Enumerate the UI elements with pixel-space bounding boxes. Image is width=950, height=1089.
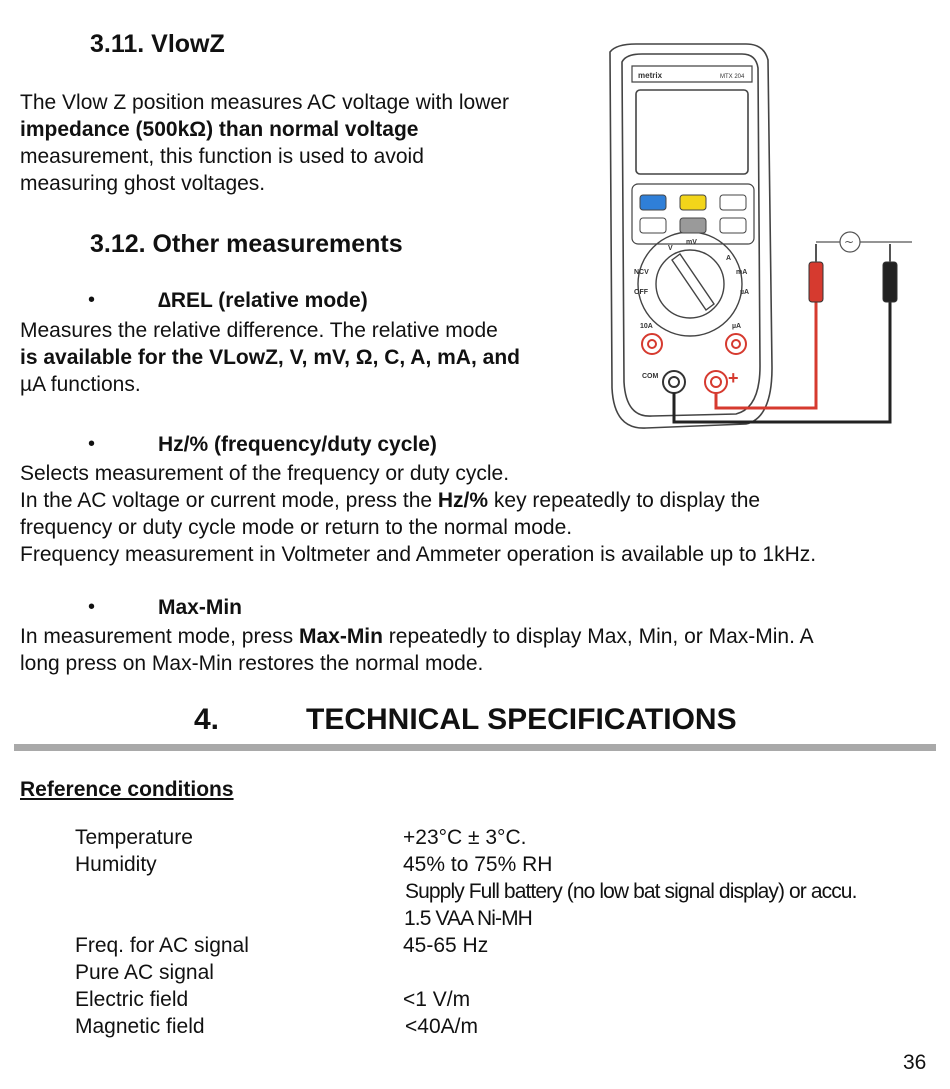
meter-button-yellow <box>680 195 706 210</box>
section-rule <box>14 744 936 751</box>
hz-title: Hz/% (frequency/duty cycle) <box>158 433 437 456</box>
ac-symbol: ~ <box>844 235 855 249</box>
meter-button-white-2 <box>640 218 666 233</box>
terminal-plus-core <box>711 377 721 387</box>
maxmin-line-2: long press on Max-Min restores the normal mode. <box>20 652 484 675</box>
reference-title: Reference conditions <box>20 778 234 801</box>
terminal-plus-label: + <box>728 368 739 388</box>
hz-key: Hz/% <box>437 489 489 512</box>
terminal-plus-icon <box>705 371 727 393</box>
page-number: 36 <box>903 1051 927 1074</box>
black-probe-icon <box>883 262 897 302</box>
section-3-11-line-2: impedance (500kΩ) than normal voltage <box>20 118 419 141</box>
dial-label-v: V <box>668 245 673 252</box>
meter-button-white-1 <box>720 195 746 210</box>
ref-label-pure-ac: Pure AC signal <box>75 961 214 984</box>
ref-value-freq: 45-65 Hz <box>403 934 489 957</box>
maxmin-key: Max-Min <box>298 625 383 648</box>
meter-model-label: MTX 204 <box>720 74 745 80</box>
section-3-11-heading: 3.11. VlowZ <box>90 30 225 58</box>
meter-brand-label: metrix <box>638 71 663 80</box>
dial-label-mv: mV <box>686 239 697 246</box>
hz-line-3: frequency or duty cycle mode or return to the normal mode. <box>20 516 573 539</box>
terminal-com-core <box>669 377 679 387</box>
ref-label-electric: Electric field <box>75 988 189 1011</box>
meter-display <box>636 90 748 174</box>
ref-value-temperature: +23°C ± 3°C. <box>403 826 527 849</box>
ref-value-magnetic: <40A/m <box>405 1015 478 1038</box>
dial-label-ncv: NCV <box>634 269 649 276</box>
meter-body-inner <box>622 54 760 416</box>
terminal-com-label: COM <box>642 373 659 380</box>
terminal-10a-icon <box>642 334 662 354</box>
hz-line-4: Frequency measurement in Voltmeter and Ammeter operation is available up to 1kHz. <box>20 543 817 566</box>
terminal-ua-core <box>732 340 740 348</box>
dial-label-ua-terminal: µA <box>732 323 742 330</box>
bullet-rel: • <box>88 289 96 311</box>
dial-label-ua: µA <box>740 289 750 296</box>
rel-line-2: is available for the VLowZ, V, mV, Ω, C, A, mA, and <box>20 346 520 369</box>
dial-label-ma: mA <box>736 269 748 276</box>
meter-button-gray <box>680 218 706 233</box>
rel-line-3: µA functions. <box>20 373 141 396</box>
meter-button-white-3 <box>720 218 746 233</box>
hz-line-1: Selects measurement of the frequency or duty cycle. <box>20 462 510 485</box>
section-3-12-heading: 3.12. Other measurements <box>90 230 403 258</box>
maxmin-line-1-post: repeatedly to display Max, Min, or Max-Min. A <box>382 625 814 648</box>
ref-value-humidity: 45% to 75% RH <box>403 853 553 876</box>
rel-title: ∆REL (relative mode) <box>158 289 368 312</box>
bullet-maxmin: • <box>88 596 96 618</box>
hz-line-2 <box>20 487 760 514</box>
dial-label-a: A <box>726 255 732 262</box>
dial-label-10a: 10A <box>640 323 653 330</box>
meter-button-blue <box>640 195 666 210</box>
section-3-11-line-3: measurement, this function is used to avoid <box>20 145 424 168</box>
ref-value-electric: <1 V/m <box>403 988 471 1011</box>
hz-line-2-pre: In the AC voltage or current mode, press the <box>20 489 438 512</box>
meter-dial-ring <box>638 232 742 336</box>
ref-label-temperature: Temperature <box>75 826 193 849</box>
ref-label-freq: Freq. for AC signal <box>75 934 249 957</box>
maxmin-title: Max-Min <box>158 596 242 619</box>
ref-label-magnetic: Magnetic field <box>75 1015 205 1038</box>
multimeter-illustration <box>596 38 916 436</box>
ref-value-supply: Supply Full battery (no low bat signal display) or accu. <box>405 880 857 903</box>
meter-dial <box>656 250 724 318</box>
hz-line-2-post: key repeatedly to display the <box>488 489 761 512</box>
maxmin-line-1-pre: In measurement mode, press <box>20 625 299 648</box>
black-lead-wire <box>674 300 890 422</box>
ref-label-humidity: Humidity <box>75 853 157 876</box>
red-probe-icon <box>809 262 823 302</box>
terminal-10a-core <box>648 340 656 348</box>
section-3-11-line-1: The Vlow Z position measures AC voltage with lower <box>20 91 510 114</box>
dial-label-off: OFF <box>634 289 648 296</box>
bullet-hz: • <box>88 433 96 455</box>
maxmin-line-1 <box>20 623 814 650</box>
terminal-ua-icon <box>726 334 746 354</box>
section-4-number: 4. <box>194 703 220 736</box>
meter-dial-pointer <box>672 254 714 310</box>
section-3-11-line-4: measuring ghost voltages. <box>20 172 266 195</box>
meter-button-panel <box>632 184 754 244</box>
section-4-title: TECHNICAL SPECIFICATIONS <box>306 703 737 736</box>
rel-line-1: Measures the relative difference. The relative mode <box>20 319 498 342</box>
ref-value-supply-2: 1.5 VAA Ni-MH <box>404 907 532 930</box>
terminal-com-icon <box>663 371 685 393</box>
